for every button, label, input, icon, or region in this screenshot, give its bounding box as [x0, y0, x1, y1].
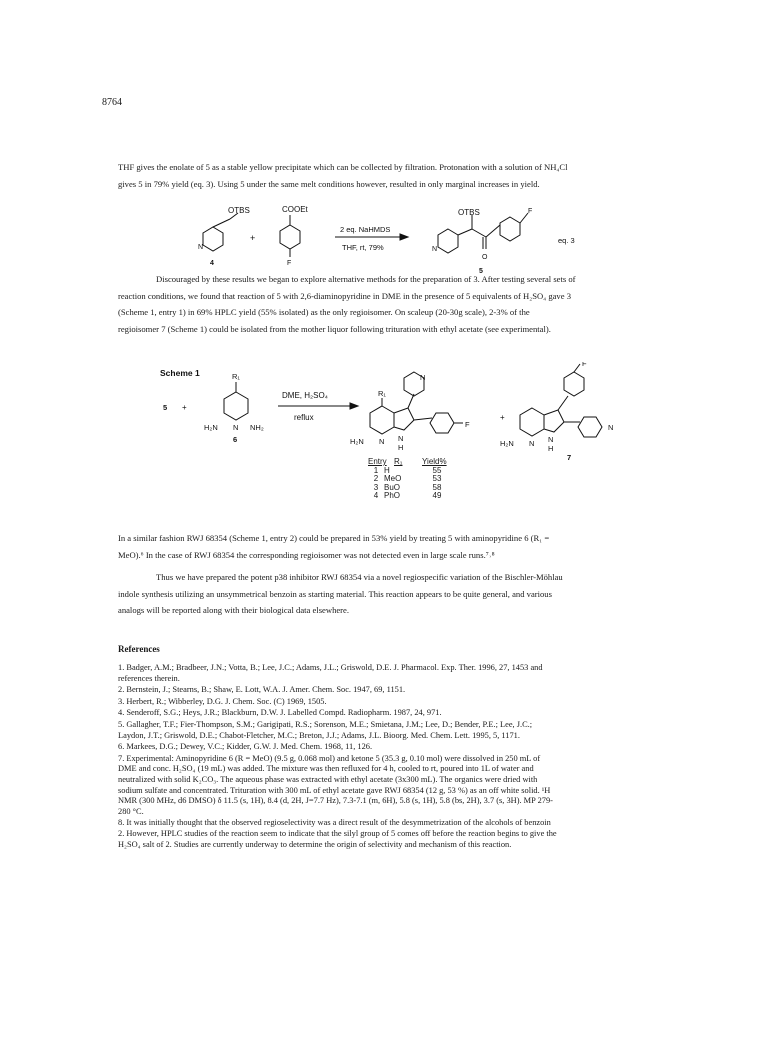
scheme-reagent-top: DME, H₂SO₄: [282, 391, 328, 400]
text-line: analogs will be reported along with their biological data elsewhere.: [118, 605, 349, 615]
reference-line: 280 °C.: [118, 806, 144, 816]
reference-line: sodium sulfate and concentrated. Trituration with 300 mL of ethyl acetate gave RWJ 68354 (12 g, 53 %) as an off white solid. ¹H: [118, 785, 551, 795]
yield-table: [368, 458, 452, 501]
product-pyridine-ring: [438, 229, 458, 253]
product-fluorophenyl-ring: [430, 413, 454, 433]
cell-entry: 2: [373, 474, 379, 484]
reference-line: H₂SO₄ salt of 2. Studies are currently underway to determine the origin of selectivity and mechanism of this reaction.: [118, 839, 512, 849]
aminopyridine-ring: [224, 392, 248, 420]
table-row: [368, 492, 452, 501]
scheme-1: [160, 362, 640, 462]
product-pyridine-ring: [370, 406, 394, 434]
reference-line: 1. Badger, A.M.; Bradbeer, J.N.; Votta, B.; Lee, J.C.; Adams, J.L.; Griswold, D.E. J. Pharmacol. Exp. Ther. 1996, 27, 1453 and: [118, 663, 543, 672]
sm1-group: OTBS: [228, 206, 250, 215]
scheme-start: 5: [163, 403, 168, 412]
product-pyrrole-ring: [394, 408, 414, 430]
cell-yield: 58: [432, 482, 442, 492]
reference-line: DME and conc. H₂SO₄ (19 mL) was added. The mixture was then refluxed for 4 h, cooled to rt, poured into 1L of water and: [118, 764, 534, 774]
isomer-fluorophenyl-ring: [564, 372, 584, 396]
paragraph-2: [118, 271, 678, 337]
reference-line: Laydon, J.T.; Griswold, D.E.; Chabot-Fletcher, M.C.; Breton, J.J.; Adams, J.L. Bioorg. Med. Chem. Lett. 1995, 5, 1171.: [118, 730, 520, 740]
text-line: gives 5 in 79% yield (eq. 3). Using 5 under the same melt conditions however, resulted in only marginal increases in yield.: [118, 178, 540, 189]
text-line: THF gives the enolate of 5 as a stable yellow precipitate which can be collected by filtration. Protonation with a solution of NH₄Cl: [118, 162, 568, 172]
compound-6-label: 6: [233, 435, 238, 444]
nh2-label: NH₂: [250, 423, 264, 432]
product-r1: R₁: [378, 389, 386, 398]
text-line: In a similar fashion RWJ 68354 (Scheme 1, entry 2) could be prepared in 53% yield by treating 5 with aminopyridine 6 (R₁ =: [118, 533, 550, 543]
isomer-h2n: H₂N: [500, 439, 514, 448]
references-list: [118, 663, 683, 851]
cell-entry: 4: [373, 491, 379, 501]
cell-r1: H: [384, 465, 390, 475]
reference-item: [118, 720, 683, 741]
reference-line: 2. However, HPLC studies of the reaction seem to indicate that the silyl group of 5 comes off before the reaction begins to give the: [118, 828, 557, 838]
reference-line: 6. Markees, D.G.; Dewey, V.C.; Kidder, G.W. J. Med. Chem. 1968, 11, 126.: [118, 742, 373, 752]
reference-line: references therein.: [118, 673, 180, 683]
cell-entry: 3: [373, 482, 379, 492]
cell-r1: MeO: [384, 474, 402, 484]
product-label: 5: [479, 268, 483, 275]
isomer-nh-n: N: [548, 435, 554, 444]
equation-3-scheme: [190, 205, 610, 280]
reference-line: 2. Bernstein, J.; Stearns, B.; Shaw, E. Lott, W.A. J. Amer. Chem. Soc. 1947, 69, 1151.: [118, 685, 406, 695]
product-pyridyl-n: N: [420, 373, 426, 382]
reference-item: [118, 685, 683, 696]
isomer-f: F: [582, 362, 587, 368]
reference-line: neutralized with solid K₂CO₃. The aqueous phase was extracted with ethyl acetate (3x300 mL). The organics were dried with: [118, 774, 538, 784]
reference-line: 5. Gallagher, T.F.; Fier-Thompson, S.M.; Garigipati, R.S.; Sorenson, M.E.; Smietana, J.M.; Lee, D.; Bender, P.E.; Lee, J.C.;: [118, 719, 533, 729]
product-benzene-ring: [500, 217, 520, 241]
text-line: Discouraged by these results we began to explore alternative methods for the preparation of 3. After testing several sets of: [156, 274, 576, 284]
scheme-reagent-bottom: reflux: [294, 413, 314, 422]
sm1-label: 4: [210, 260, 214, 267]
text-line: MeO).⁶ In the case of RWJ 68354 the corresponding regioisomer was not detected even in large scale runs.⁷˒⁸: [118, 549, 495, 560]
plus-sign: +: [250, 233, 256, 243]
pyridine-n: N: [233, 423, 239, 432]
text-line: indole synthesis utilizing an unsymmetrical benzoin as starting material. This reaction appears to be quite general, and various: [118, 588, 552, 599]
product-group: OTBS: [458, 208, 480, 217]
reagent-bottom: THF, rt, 79%: [342, 243, 384, 252]
equation-label: eq. 3: [558, 236, 575, 245]
header-r1: R₁: [394, 457, 403, 466]
product-f: F: [465, 420, 470, 429]
page-number: 8764: [102, 97, 122, 108]
benzene-ring: [280, 225, 300, 249]
reference-line: 8. It was initially thought that the observed regioselectivity was a direct result of the desymmetrization of the alcohols of benzoin: [118, 818, 551, 828]
header-yield: Yield%: [422, 457, 447, 466]
text-line: reaction conditions, we found that reaction of 5 with 2,6-diaminopyridine in DME in the presence of 5 equivalents of H₂SO₄ gave 3: [118, 290, 571, 301]
paragraph-3: [118, 530, 678, 563]
text-line: regioisomer 7 (Scheme 1) could be isolated from the mother liquor following trituration with ethyl acetate (see experimental).: [118, 323, 551, 334]
product-o: O: [482, 254, 488, 261]
r1-label: R₁: [232, 372, 240, 381]
reference-item: [118, 754, 683, 818]
sm1-n: N: [198, 244, 204, 251]
reagent-top: 2 eq. NaHMDS: [340, 225, 391, 234]
cell-yield: 53: [432, 474, 442, 484]
pyridine-ring: [203, 227, 223, 251]
reference-item: [118, 742, 683, 753]
product-f: F: [528, 208, 533, 215]
reference-line: 3. Herbert, R.; Wibberley, D.G. J. Chem. Soc. (C) 1969, 1505.: [118, 696, 327, 706]
references-heading: References: [118, 644, 160, 654]
isomer-ring-n: N: [529, 439, 535, 448]
product-h2n: H₂N: [350, 437, 364, 446]
isomer-pyridyl-ring: [578, 417, 602, 437]
reference-item: [118, 663, 683, 684]
text-line: Thus we have prepared the potent p38 inhibitor RWJ 68354 via a novel regiospecific variation of the Bischler-Möhlau: [156, 572, 563, 582]
cell-yield: 49: [432, 491, 442, 501]
isomer-pyridine-ring: [520, 408, 544, 436]
scheme-plus: +: [182, 403, 187, 412]
isomer-nh-h: H: [548, 444, 554, 453]
h2n-label: H₂N: [204, 423, 218, 432]
reference-line: NMR (300 MHz, d6 DMSO) δ 11.5 (s, 1H), 8.4 (d, 2H, J=7.7 Hz), 7.3-7.1 (m, 6H), 5.8 (s, 1H), 5.8 (bs, 2H), 3.7 (s, 3H). MP 279-: [118, 796, 553, 806]
scheme-title: Scheme 1: [160, 368, 200, 378]
reference-line: 7. Experimental: Aminopyridine 6 (R = MeO) (9.5 g, 0.068 mol) and ketone 5 (35.3 g, 0.10 mol) were dissolved in 250 mL of: [118, 753, 541, 763]
cell-r1: BuO: [384, 482, 401, 492]
sm2-group: COOEt: [282, 205, 308, 214]
header-entry: Entry: [368, 457, 387, 466]
scheme-plus-2: +: [500, 413, 505, 422]
paragraph-1: [118, 159, 678, 192]
isomer-pyrrole-ring: [544, 410, 564, 432]
product-ring-n: N: [379, 437, 385, 446]
compound-7-label: 7: [567, 453, 572, 462]
product-n: N: [432, 246, 438, 253]
product-nh-n: N: [398, 434, 404, 443]
reference-item: [118, 697, 683, 708]
reference-line: 4. Senderoff, S.G.; Heys, J.R.; Blackburn, D.W. J. Labelled Compd. Radiopharm. 1987, 24, 971.: [118, 708, 442, 718]
cell-r1: PhO: [384, 491, 401, 501]
isomer-pyridyl-n: N: [608, 423, 614, 432]
cell-entry: 1: [373, 465, 379, 475]
paragraph-4: [118, 569, 678, 619]
text-line: (Scheme 1, entry 1) in 69% HPLC yield (55% isolated) as the only regioisomer. On scaleup (20-30g scale), 2-3% of the: [118, 307, 530, 317]
reference-item: [118, 818, 683, 850]
sm2-f: F: [287, 260, 292, 267]
cell-yield: 55: [432, 465, 442, 475]
product-nh-h: H: [398, 443, 404, 452]
reference-item: [118, 708, 683, 719]
